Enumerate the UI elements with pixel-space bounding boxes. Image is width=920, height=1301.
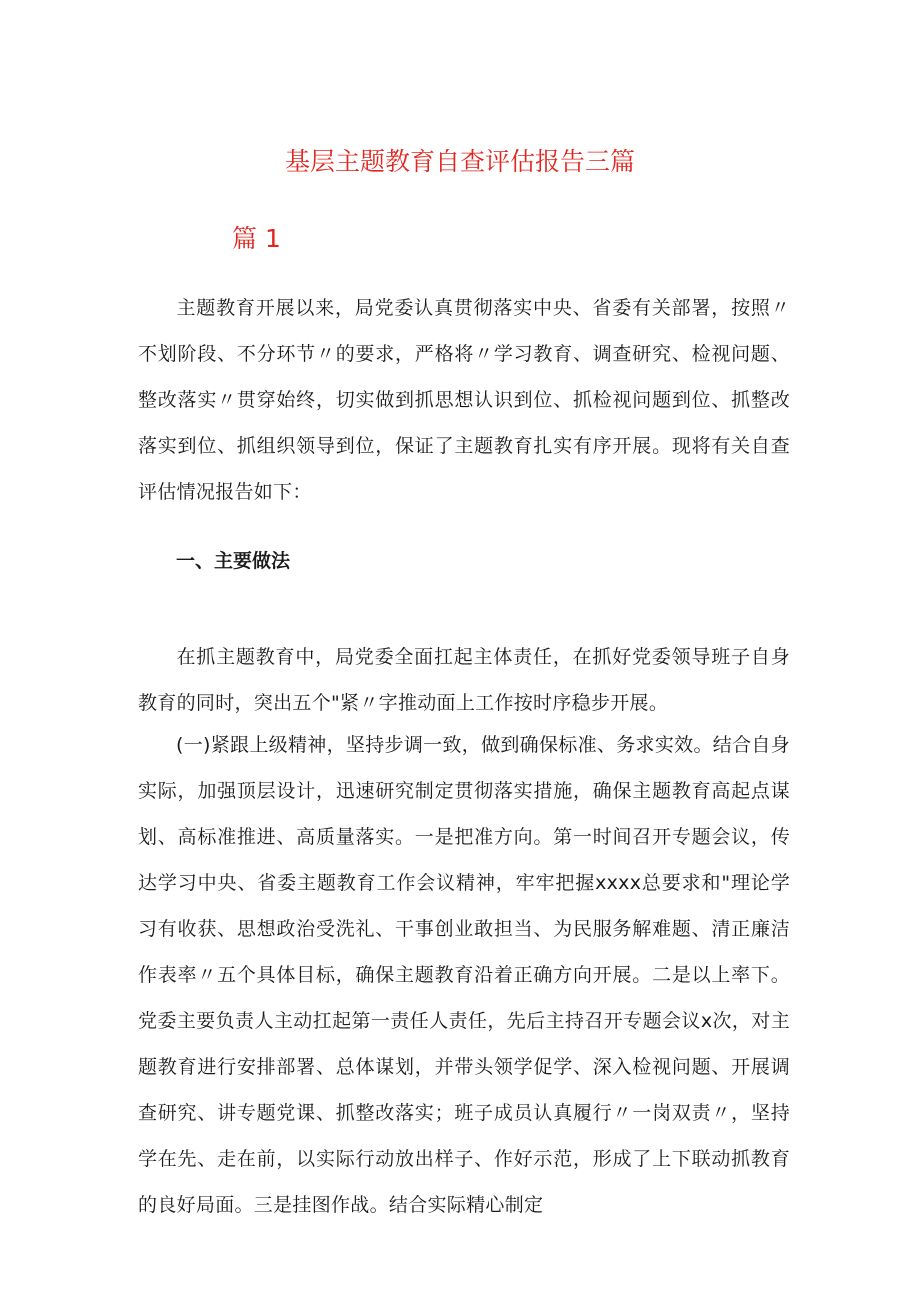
paragraph-item-one [138, 722, 790, 1228]
section-heading: 一、主要做法 [176, 550, 291, 572]
paragraph-approach-text: 在抓主题教育中，局党委全面扛起主体责任，在抓好党委领导班子自身教育的同时，突出五个"紧〃字推动面上工作按时序稳步开展。 [138, 646, 790, 714]
paragraph-intro-text: 主题教育开展以来，局党委认真贯彻落实中央、省委有关部署，按照〃不划阶段、不分环节〃的要求，严格将〃学习教育、调查研究、检视问题、整改落实〃贯穿始终，切实做到抓思想认识到位、抓检视问题到位、抓整改落实到位、抓组织领导到位，保证了主题教育扎实有序开展。现将有关自查评估情况报告如下： [138, 297, 790, 503]
paragraph-approach [138, 634, 790, 726]
part-heading: 篇 1 [232, 224, 281, 253]
paragraph-item-one-text: (一)紧跟上级精神，坚持步调一致，做到确保标准、务求实效。结合自身实际，加强顶层设计，迅速研究制定贯彻落实措施，确保主题教育高起点谋划、高标准推进、高质量落实。一是把准方向。第一时间召开专题会议，传达学习中央、省委主题教育工作会议精神，牢牢把握xxxx总要求和"理论学习有收获、思想政治受洗礼、干事创业敢担当、为民服务解难题、清正廉洁作表率〃五个具体目标，确保主题教育沿着正确方向开展。二是以上率下。党委主要负责人主动扛起第一责任人责任，先后主持召开专题会议x次，对主题教育进行安排部署、总体谋划，并带头领学促学、深入检视问题、开展调查研究、讲专题党课、抓整改落实；班子成员认真履行〃一岗双责〃，坚持学在先、走在前，以实际行动放出样子、作好示范，形成了上下联动抓教育的良好局面。三是挂图作战。结合实际精心制定 [138, 734, 790, 1216]
document-title: 基层主题教育自查评估报告三篇 [284, 147, 635, 176]
paragraph-intro [138, 285, 790, 515]
